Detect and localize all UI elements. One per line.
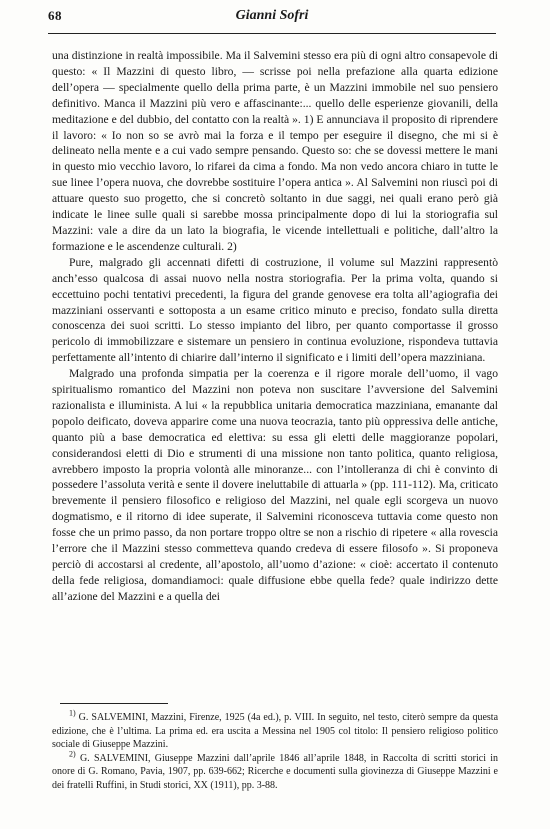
- running-head: Gianni Sofri: [235, 8, 309, 23]
- body-text: [52, 48, 498, 605]
- footnote-number: 1): [69, 708, 76, 718]
- header-rule: [48, 33, 496, 34]
- page-number: 68: [48, 8, 62, 23]
- paragraph: una distinzione in realtà impossibile. Ma il Salvemini stesso era più di ogni altro consapevole di questo: « Il Mazzini di questo libro, — scrisse poi nella prefazione alla quarta edizione dell’opera — specialmente quello della prima parte, è un Mazzini immobile nel suo pensiero definitivo. Manca il Mazzini più vero e affascinante:... quello delle esperienze giovanili, della meditazione e del dubbio, del contatto con la realtà ». 1) E annunciava il proposito di riprendere il lavoro: « Io non so se avrò mai la forza e il tempo per eseguire il disegno, che mi si è delineato nella mente e a cui vado sempre pensando. Questo so: che se dovessi mettere le mani in questo mio vecchio lavoro, lo rifarei da cima a fondo. Ma non vedo ancora chiaro in tutte le sue linee l’opera nuova, che dovrebbe sostituire l’opera antica ». Al Salvemini non riuscì poi di attuare questo suo progetto, che si concretò soltanto in due saggi, nei quali erano però già indicate le linee sulle quali si sarebbe mossa principalmente dopo di lui la storiografia sul Mazzini: vale a dire da un lato la biografia, le vicende intellettuali e politiche, dall’altro la formazione e le ascendenze culturali. 2): [52, 49, 498, 253]
- footnote: [52, 749, 499, 793]
- footnote-rule: [60, 703, 168, 704]
- footnote-text: G. SALVEMINI, Mazzini, Firenze, 1925 (4a ed.), p. VIII. In seguito, nel testo, citerò sempre da questa edizione, che è l’ultima. La prima ed. era uscita a Messina nel 1905 col titolo: Il pensiero religioso politico sociale di Giuseppe Mazzini.: [52, 712, 499, 751]
- page-header: [48, 8, 496, 30]
- footnotes: [52, 708, 499, 793]
- paragraph: Pure, malgrado gli accennati difetti di costruzione, il volume sul Mazzini rappresentò anch’esso qualcosa di assai nuovo nella nostra storiografia. Per la prima volta, quando si eccettuino pochi tentativi precedenti, la figura del grande genovese era tolta all’agiografia dei mazziniani osservanti e sottoposta a un esame critico minuto e preciso, fondato sulla diretta conoscenza dei suoi scritti. Lo stesso impianto del libro, per quanto comportasse il grosso pericolo di immobilizzare e sistemare un pensiero in continua evoluzione, rispondeva tuttavia perfettamente all’intento di chiarire dall’interno il significato e i limiti dell’opera mazziniana.: [52, 255, 498, 365]
- paragraph: Malgrado una profonda simpatia per la coerenza e il rigore morale dell’uomo, il vago spiritualismo romantico del Mazzini non poteva non suscitare l’avversione del Salvemini razionalista e illuminista. A lui « la repubblica unitaria democratica mazziniana, emanante dal popolo deificato, doveva apparire come una nuova teocrazia, tanto più oppressiva delle antiche, quanto più a base democratica ed elettiva: su essa gli eletti delle maggioranze popolari, considerandosi eletti di Dio e strumenti di una missione non tanto politica, quanto religiosa, avrebbero imposto la propria volontà alle minoranze... con l’intolleranza di chi è convinto di possedere l’assoluta verità e sente il dovere ineluttabile di attuarla » (pp. 111-112). Ma, criticato brevemente il pensiero filosofico e religioso del Mazzini, nel quale egli scorgeva un nuovo dogmatismo, e il ritorno di idee superate, il Salvemini riconosceva tuttavia come questo non fosse che un primo passo, da non portare troppo oltre se non a rischio di ripetere « alla rovescia l’errore che il Mazzini stesso commetteva quando credeva di essere filosofo ». Si proponeva perciò di accostarsi al credente, all’apostolo, all’uomo d’azione: « cioè: accertato il contenuto della fede religiosa, domandiamoci: quale diffusione ebbe quella fede? quale indirizzo dette all’azione del Mazzini e a quella dei: [52, 367, 498, 603]
- footnote: [52, 708, 499, 752]
- footnote-text: G. SALVEMINI, Giuseppe Mazzini dall’aprile 1846 all’aprile 1848, in Raccolta di scritti storici in onore di G. Romano, Pavia, 1907, pp. 639-662; Ricerche e documenti sulla giovinezza di Giuseppe Mazzini e dei fratelli Ruffini, in Studi storici, XX (1911), pp. 3-88.: [52, 752, 499, 791]
- footnote-number: 2): [69, 749, 76, 759]
